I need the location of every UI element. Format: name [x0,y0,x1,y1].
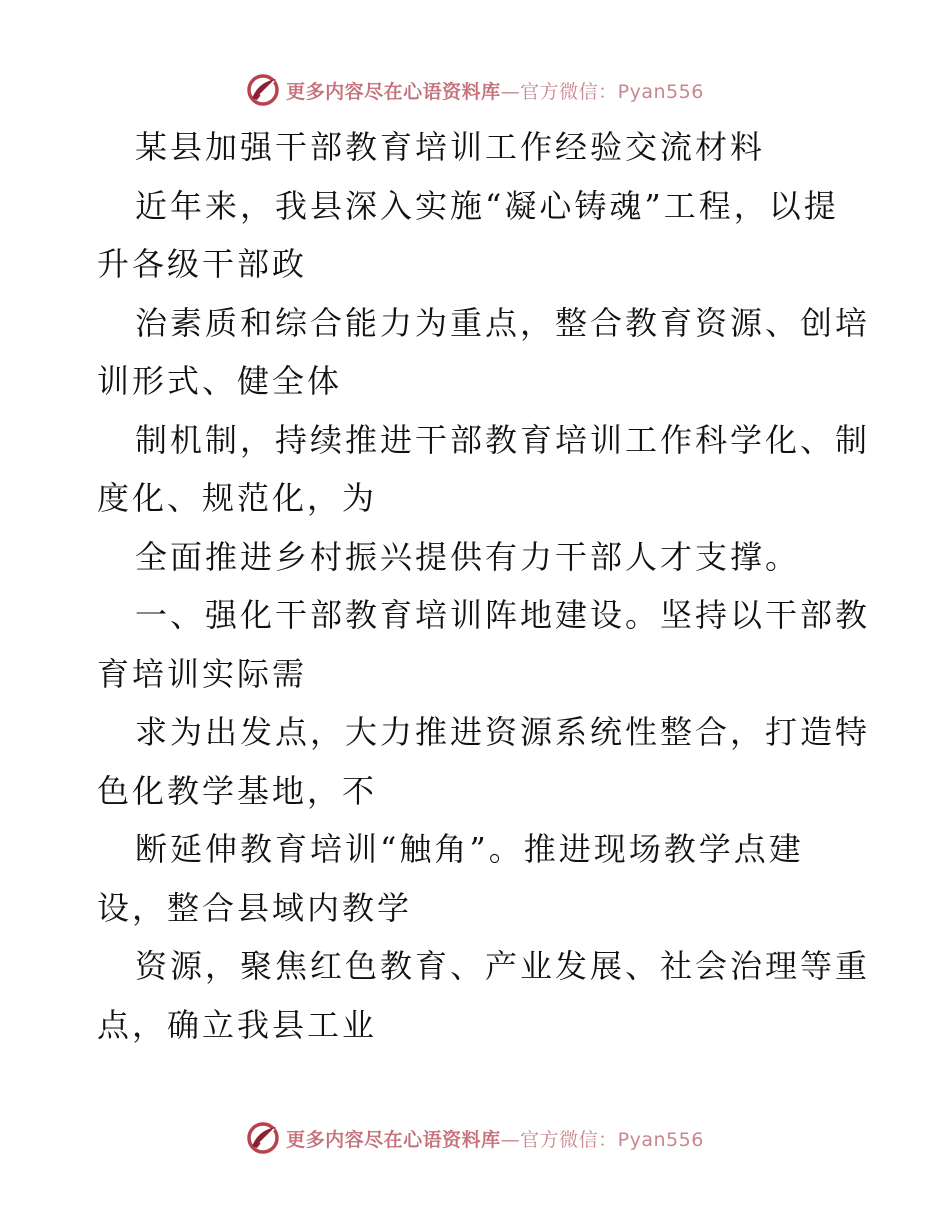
paragraph-line: 近年来，我县深入实施“凝心铸魂”工程，以提 [135,186,839,225]
footer-banner-accent: 更多内容尽在心语资料库 [286,1128,501,1151]
paragraph-line: 色化教学基地，不 [97,771,378,810]
footer-banner-text [286,1125,704,1152]
footer-banner-inner [246,1121,704,1155]
paragraph-line: 升各级干部政 [97,245,308,283]
header-banner [0,70,950,110]
paragraph-line: 资源，聚焦红色教育、产业发展、社会治理等重 [135,947,871,985]
document-body [97,118,871,1054]
paragraph-line: 训形式、健全体 [97,362,343,400]
paragraph-line: 断延伸教育培训“触角”。推进现场教学点建 [135,830,804,868]
logo-icon [246,73,280,107]
header-banner-rest: —官方微信：Pyan556 [500,80,704,103]
section-heading-line: 一、强化干部教育培训阵地建设。坚持以干部教 [135,596,871,634]
paragraph-line: 治素质和综合能力为重点，整合教育资源、创培 [135,303,871,342]
footer-banner [0,1118,950,1158]
header-banner-text [286,77,704,104]
paragraph-line: 制机制，持续推进干部教育培训工作科学化、制 [135,420,871,459]
paragraph-line: 度化、规范化，为 [97,479,378,517]
paragraph-line: 求为出发点，大力推进资源系统性整合，打造特 [135,713,871,751]
header-banner-accent: 更多内容尽在心语资料库 [286,80,501,103]
paragraph-line: 点，确立我县工业 [97,1005,378,1044]
footer-banner-rest: —官方微信：Pyan556 [500,1128,704,1151]
document-title: 某县加强干部教育培训工作经验交流材料 [135,128,766,166]
logo-icon [246,1121,280,1155]
paragraph-line: 设，整合县域内教学 [97,888,413,927]
header-banner-inner [246,73,704,107]
paragraph-line: 全面推进乡村振兴提供有力干部人才支撑。 [135,537,801,576]
paragraph-line: 育培训实际需 [97,654,308,693]
